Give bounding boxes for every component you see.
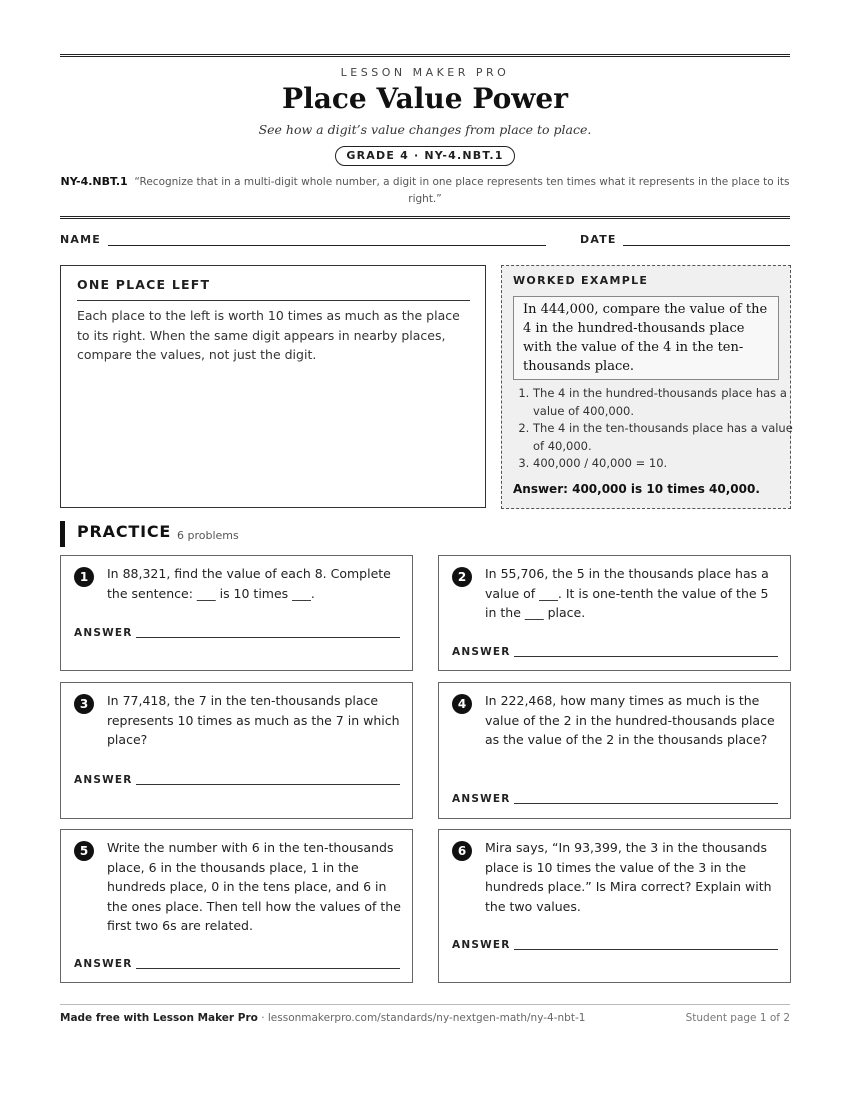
practice-heading: PRACTICE: [77, 522, 172, 541]
standard-code: NY-4.NBT.1: [60, 175, 128, 188]
answer-field[interactable]: [136, 637, 400, 638]
problem-card-3: [60, 682, 413, 819]
problem-text: In 222,468, how many times as much is the value of the 2 in the hundred-thousands place as the value of the 2 in the thousands place?: [485, 693, 775, 747]
answer-field[interactable]: [136, 968, 400, 969]
problem-number: 2: [452, 567, 472, 587]
standard-text: “Recognize that in a multi-digit whole number, a digit in one place represents ten times what it represents in the place to its right.”: [134, 176, 790, 205]
header-bottom-rule: [60, 216, 790, 219]
brand-name: LESSON MAKER PRO: [340, 66, 510, 79]
problem-text: Write the number with 6 in the ten-thousands place, 6 in the thousands place, 1 in the hundreds place, 0 in the tens place, and 6 in the ones place. Then tell how the values of the first two 6s are related.: [107, 840, 401, 933]
problem-text: Mira says, “In 93,399, the 3 in the thousands place is 10 times the value of the 3 in the hundreds place.” Is Mira correct? Explain with the two values.: [485, 840, 772, 914]
concept-box: [60, 265, 486, 508]
name-field[interactable]: [108, 245, 546, 246]
answer-label: ANSWER: [452, 646, 511, 658]
answer-label: ANSWER: [74, 958, 133, 970]
page-indicator: Student page 1 of 2: [685, 1012, 790, 1024]
problem-text: In 55,706, the 5 in the thousands place has a value of ___. It is one-tenth the value of the 5 in the ___ place.: [485, 566, 769, 620]
footer-made-with: Made free with Lesson Maker Pro: [60, 1012, 258, 1024]
concept-body: Each place to the left is worth 10 times as much as the place to its right. When the same digit appears in nearby places, compare the values, not just the digit.: [77, 308, 460, 362]
problem-card-6: [438, 829, 791, 983]
answer-label: ANSWER: [452, 793, 511, 805]
practice-accent-bar: [60, 521, 65, 547]
worked-example-step: 1. The 4 in the hundred-thousands place has a value of 400,000.: [533, 385, 795, 420]
worked-example-box: [501, 265, 791, 509]
worked-example-step: 2. The 4 in the ten-thousands place has a value of 40,000.: [533, 420, 795, 455]
page-subtitle: See how a digit’s value changes from place to place.: [258, 122, 592, 137]
date-field[interactable]: [623, 245, 790, 246]
page-title: Place Value Power: [282, 82, 568, 115]
worked-example-prompt: In 444,000, compare the value of the 4 in the hundred-thousands place with the value of the 4 in the ten-thousands place.: [513, 296, 779, 380]
header-top-rule: [60, 54, 790, 57]
footer-divider: [60, 1004, 790, 1005]
problem-card-4: [438, 682, 791, 819]
footer-url[interactable]: · lessonmakerpro.com/standards/ny-nextgen-math/ny-4-nbt-1: [257, 1012, 586, 1024]
worked-example-heading: WORKED EXAMPLE: [513, 274, 649, 287]
worked-example-steps: [513, 385, 795, 473]
answer-field[interactable]: [514, 803, 778, 804]
grade-badge: GRADE 4 · NY-4.NBT.1: [335, 146, 515, 166]
name-label: NAME: [60, 233, 101, 246]
standard-statement: [60, 173, 790, 208]
footer-credit: [60, 1012, 585, 1024]
answer-label: ANSWER: [74, 774, 133, 786]
answer-field[interactable]: [136, 784, 400, 785]
answer-field[interactable]: [514, 656, 778, 657]
problem-text: In 88,321, find the value of each 8. Complete the sentence: ___ is 10 times ___.: [107, 566, 391, 601]
problem-card-2: [438, 555, 791, 671]
problem-number: 4: [452, 694, 472, 714]
practice-count: 6 problems: [177, 529, 239, 542]
concept-heading: ONE PLACE LEFT: [77, 277, 211, 292]
answer-field[interactable]: [514, 949, 778, 950]
problem-card-5: [60, 829, 413, 983]
answer-label: ANSWER: [74, 627, 133, 639]
problem-text: In 77,418, the 7 in the ten-thousands place represents 10 times as much as the 7 in which place?: [107, 693, 400, 747]
worked-example-step: 3. 400,000 / 40,000 = 10.: [533, 455, 795, 473]
answer-label: ANSWER: [452, 939, 511, 951]
problem-number: 3: [74, 694, 94, 714]
date-label: DATE: [580, 233, 617, 246]
problem-card-1: [60, 555, 413, 671]
worked-example-answer: Answer: 400,000 is 10 times 40,000.: [513, 482, 760, 496]
problem-number: 6: [452, 841, 472, 861]
concept-divider: [77, 300, 470, 301]
problem-number: 5: [74, 841, 94, 861]
problem-number: 1: [74, 567, 94, 587]
